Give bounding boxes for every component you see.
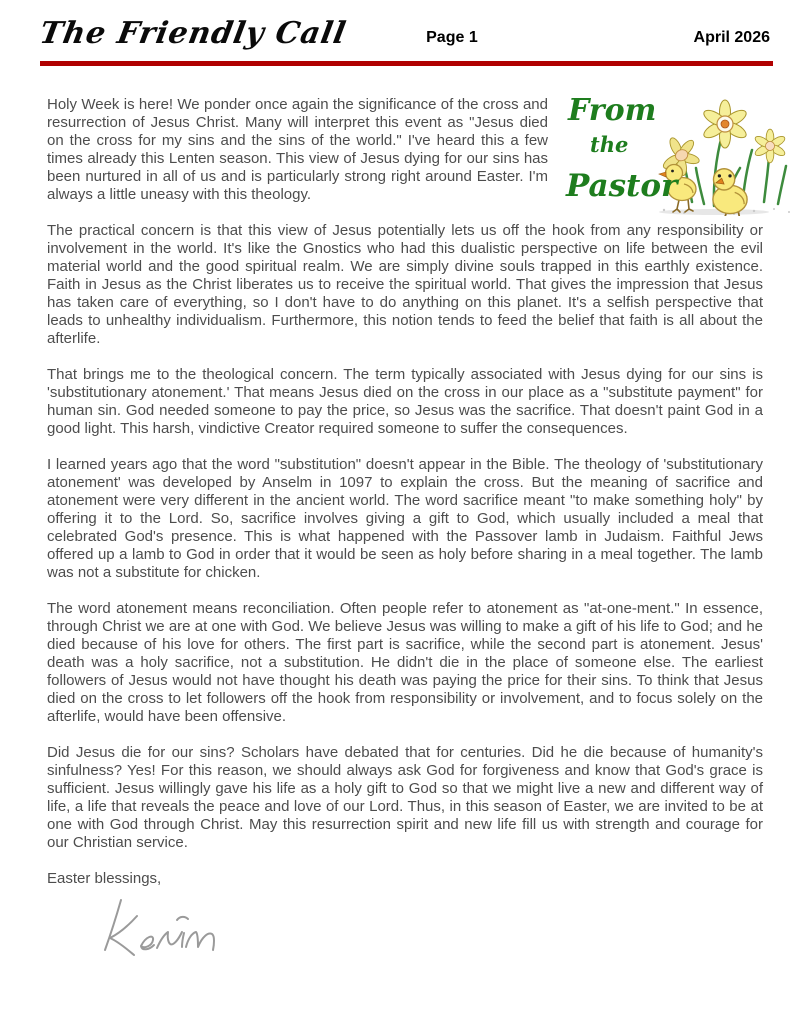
letter-paragraph-5: The word atonement means reconciliation. Often people refer to atonement as "at-one-ment." In essence, through Christ we are at one with God. We believe Jesus was willing to make a gift of his life to God; and he died because of his love for others. The first part is sacrifice, while the second part is atonement. Jesus' death was a holy sacrifice, not a substitution. He didn't die in the place of someone else. The earliest followers of Jesus would not have thought his death was paying the price for their sins. To think that Jesus died on the cross to let followers off the hook from responsibility or involvement, and to focus solely on the afterlife, would have been offensive. [47, 600, 763, 725]
letter-paragraph-2: The practical concern is that this view of Jesus potentially lets us off the hook from any responsibility or involvement in the world. It's like the Gnostics who had this dualistic perspective on life between the evil material world and the good spiritual realm. We are simply divine souls trapped in this earthly existence. Faith in Jesus as the Christ liberates us to receive the spiritual world. That gives the impression that Jesus has taken care of everything, so I don't have to do anything on this planet. It's a selfish perspective that leads to unhealthy individualism. Furthermore, this notion tends to feed the belief that faith is all about the afterlife. [47, 222, 763, 347]
letter-paragraph-4: I learned years ago that the word "substitution" doesn't appear in the Bible. The theology of 'substitutionary atonement' was developed by Anselm in 1097 to explain the cross. But the meaning of sacrifice and atonement were very different in the ancient world. The word sacrifice meant "to make something holy" by offering it to the Lord. So, sacrifice involves giving a gift to God, which usually included a meal that celebrated God's presence. This is what happened with the Passover lamb in Judaism. Faithful Jews offered up a lamb to God in order that it would be seen as holy before sharing in a meal together. The lamb was not a substitute for chicken. [47, 456, 763, 581]
daffodil-icon [754, 129, 787, 163]
graphic-word-pastor: Pastor [566, 168, 678, 204]
from-the-pastor-graphic [564, 84, 801, 216]
chick-icon [713, 169, 747, 216]
daffodil-icon [701, 100, 748, 148]
pastor-signature [85, 892, 763, 956]
signature-kevin-icon [85, 892, 225, 956]
letter-paragraph-6: Did Jesus die for our sins? Scholars have debated that for centuries. Did he die because of humanity's sinfulness? Yes! For this reason, we should always ask God for forgiveness and know that God's grace is sufficient. Jesus willingly gave his life as a holy gift to God so that we might live a new and different way of life, a life that reveals the peace and love of our Lord. Thus, in this season of Easter, we are invited to be at one with God through Christ. May this resurrection spirit and new life fill us with strength and courage for our Christian service. [47, 744, 763, 851]
letter-paragraph-1: Holy Week is here! We ponder once again the significance of the cross and resurrection of Jesus Christ. Many will interpret this event as "Jesus died on the cross for my sins and the sins of the world." I've heard this a few times already this Lenten season. This view of Jesus dying for our sins has been nurtured in all of us and is particularly strong right around Easter. I'm always a little uneasy with this theology. [47, 96, 548, 203]
letter-closing: Easter blessings, [47, 870, 162, 887]
masthead [0, 0, 808, 59]
newsletter-title: The Friendly Call [36, 16, 349, 51]
from-the-pastor-illustration [564, 84, 801, 216]
issue-date: April 2026 [693, 29, 770, 46]
graphic-word-the: the [590, 132, 629, 157]
letter-body [0, 66, 808, 956]
page-number: Page 1 [426, 29, 478, 46]
from-the-pastor-text [565, 93, 680, 204]
graphic-word-from: From [568, 93, 657, 128]
letter-paragraph-3: That brings me to the theological concern. The term typically associated with Jesus dying for our sins is 'substitutionary atonement.' That means Jesus died on the cross in our place as a "substitute payment" for human sin. God needed someone to pay the price, so Jesus was the sacrifice. That doesn't paint God in a good light. This harsh, vindictive Creator required someone to suffer the consequences. [47, 366, 763, 437]
